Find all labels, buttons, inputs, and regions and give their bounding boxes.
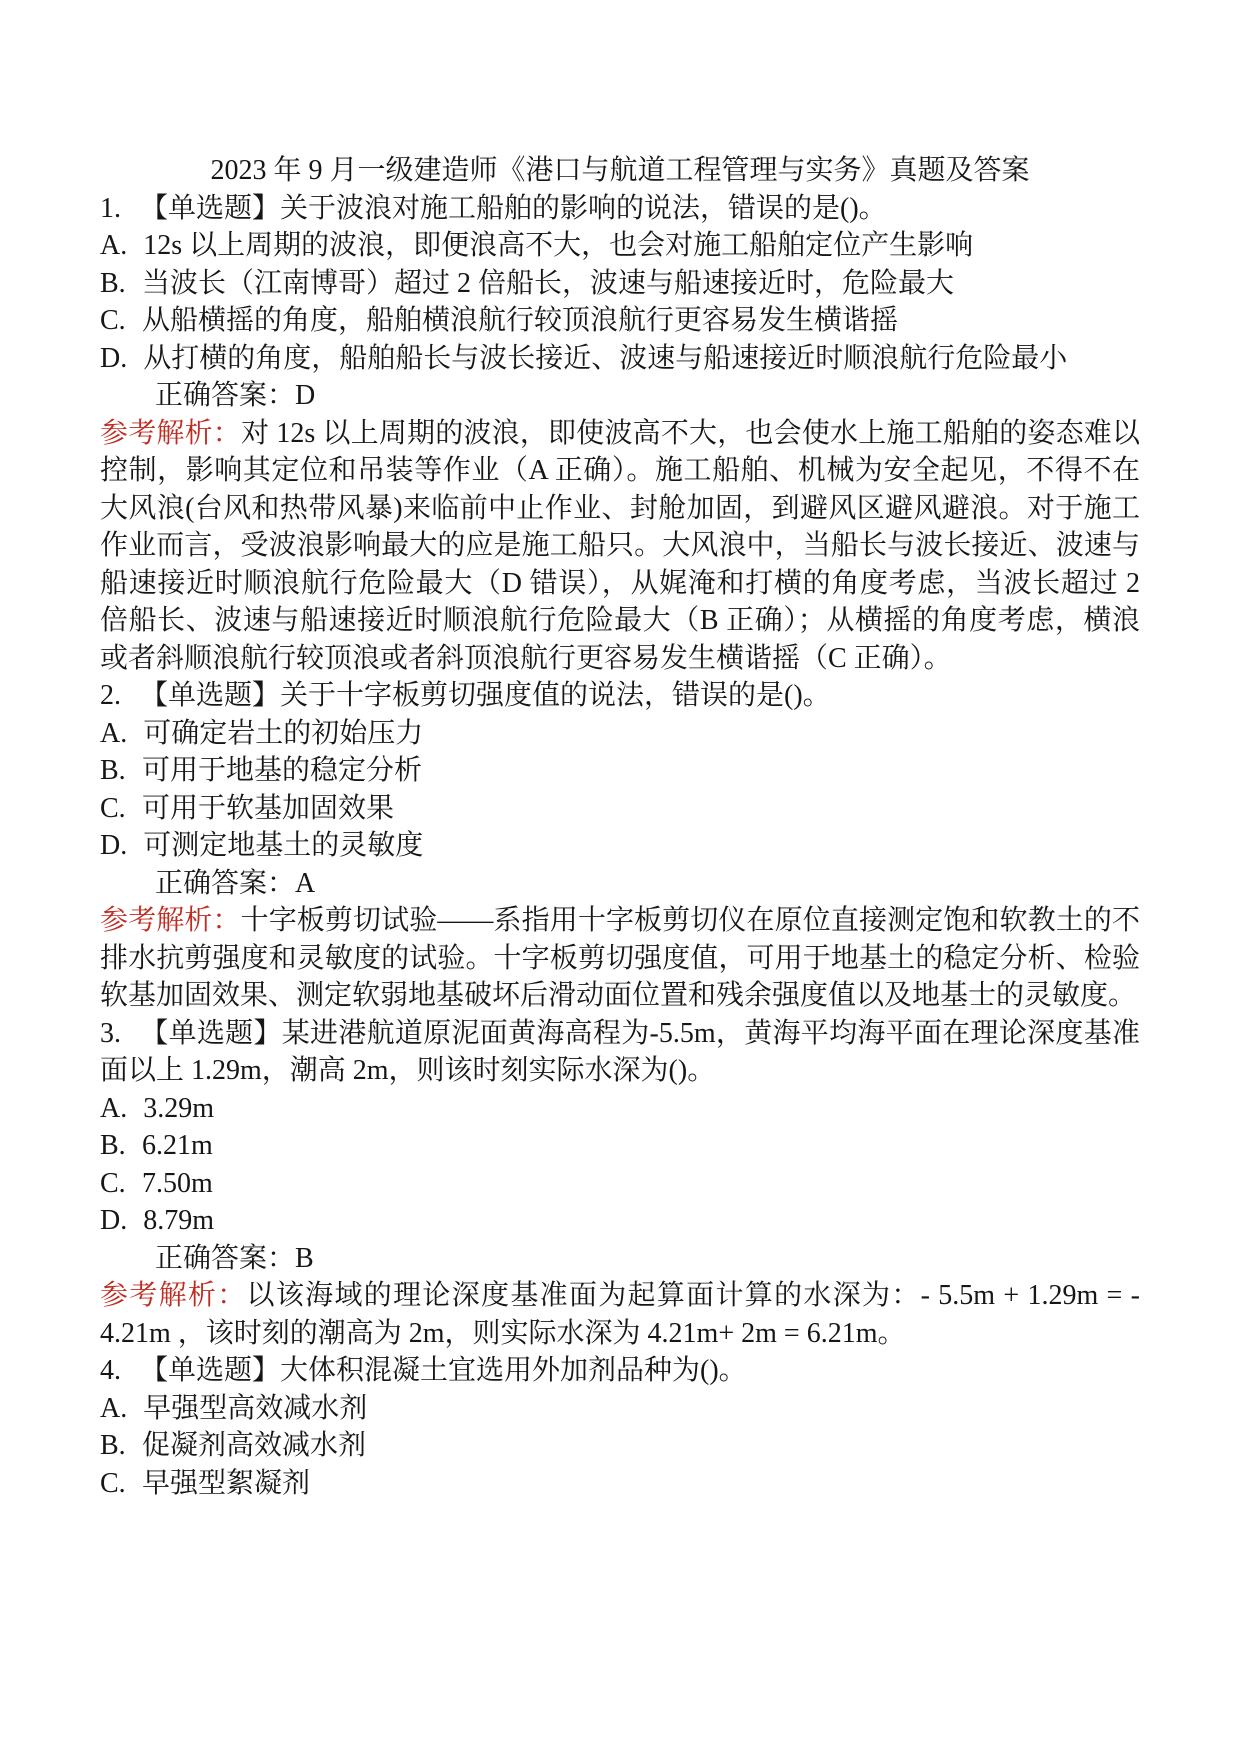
question-block-2 bbox=[100, 677, 1140, 1015]
answer-value: D bbox=[295, 380, 316, 411]
question-number: 3. bbox=[100, 1017, 121, 1049]
option-line bbox=[100, 1427, 1140, 1465]
option-label: C. bbox=[100, 305, 126, 336]
option-line bbox=[100, 752, 1140, 790]
analysis-text: 以该海域的理论深度基准面为起算面计算的水深为：- 5.5m + 1.29m = - 4.21m ，该时刻的潮高为 2m，则实际水深为 4.21m+ 2m = 6.21m。 bbox=[100, 1280, 1140, 1349]
question-number: 4. bbox=[100, 1355, 121, 1386]
option-line bbox=[100, 1202, 1140, 1240]
option-label: D. bbox=[100, 830, 128, 861]
option-label: A. bbox=[100, 230, 128, 261]
option-label: A. bbox=[100, 1392, 128, 1424]
option-label: A. bbox=[100, 1092, 128, 1124]
option-text: 早强型絮凝剂 bbox=[142, 1467, 311, 1499]
question-number: 1. bbox=[100, 192, 121, 224]
option-text: 可测定地基土的灵敏度 bbox=[143, 830, 424, 861]
option-label: B. bbox=[100, 1130, 126, 1161]
option-text: 早强型高效减水剂 bbox=[143, 1392, 368, 1424]
answer-label: 正确答案： bbox=[155, 1242, 296, 1274]
option-label: D. bbox=[100, 1205, 128, 1236]
option-line bbox=[100, 1390, 1140, 1428]
question-stem bbox=[100, 190, 1140, 228]
option-line bbox=[100, 1165, 1140, 1203]
option-text: 当波长（江南博哥）超过 2 倍船长，波速与船速接近时，危险最大 bbox=[142, 267, 955, 299]
option-line bbox=[100, 1090, 1140, 1128]
question-stem-text: 【单选题】关于十字板剪切强度值的说法，错误的是()。 bbox=[140, 680, 831, 711]
answer-label: 正确答案： bbox=[155, 380, 296, 411]
option-text: 从打横的角度，船舶船长与波长接近、波速与船速接近时顺浪航行危险最小 bbox=[143, 342, 1068, 374]
answer-value: A bbox=[295, 867, 316, 899]
analysis-label: 参考解析： bbox=[100, 905, 241, 936]
question-stem bbox=[100, 677, 1140, 715]
option-label: B. bbox=[100, 1430, 126, 1461]
answer-line bbox=[100, 865, 1140, 903]
question-block-1 bbox=[100, 190, 1140, 678]
option-line bbox=[100, 827, 1140, 865]
option-label: A. bbox=[100, 717, 128, 749]
question-block-3 bbox=[100, 1015, 1140, 1353]
answer-value: B bbox=[295, 1242, 314, 1274]
option-text: 促凝剂高效减水剂 bbox=[142, 1430, 367, 1461]
option-text: 从船横摇的角度，船舶横浪航行较顶浪航行更容易发生横谐摇 bbox=[142, 305, 899, 336]
option-label: B. bbox=[100, 267, 126, 299]
option-line bbox=[100, 302, 1140, 340]
analysis-text: 对 12s 以上周期的波浪，即使波高不大，也会使水上施工船舶的姿态难以控制，影响其定位和吊装等作业（A 正确）。施工船舶、机械为安全起见，不得不在大风浪(台风和热带风暴)来临前中止作业、封舱加固，到避风区避风避浪。对于施工作业而言，受波浪影响最大的应是施工船只。大风浪中，当船长与波长接近、波速与船速接近时顺浪航行危险最大（D 错误），从娓淹和打横的角度考虑，当波长超过 2 倍船长、波速与船速接近时顺浪航行危险最大（B 正确）；从横摇的角度考虑，横浪或者斜顺浪航行较顶浪或者斜顶浪航行更容易发生横谐摇（C 正确）。 bbox=[100, 417, 1140, 674]
option-line bbox=[100, 790, 1140, 828]
option-text: 7.50m bbox=[142, 1167, 213, 1199]
option-label: C. bbox=[100, 1167, 126, 1199]
question-stem-text: 【单选题】某进港航道原泥面黄海高程为-5.5m，黄海平均海平面在理论深度基准面以上 1.29m，潮高 2m，则该时刻实际水深为()。 bbox=[100, 1017, 1140, 1086]
answer-line bbox=[100, 1240, 1140, 1278]
question-number: 2. bbox=[100, 680, 121, 711]
option-line bbox=[100, 1465, 1140, 1503]
document-title: 2023 年 9 月一级建造师《港口与航道工程管理与实务》真题及答案 bbox=[210, 155, 1030, 186]
option-line bbox=[100, 1127, 1140, 1165]
option-label: D. bbox=[100, 342, 128, 374]
question-block-4 bbox=[100, 1352, 1140, 1502]
analysis-paragraph bbox=[100, 1277, 1140, 1352]
option-line bbox=[100, 227, 1140, 265]
analysis-label: 参考解析： bbox=[100, 417, 241, 449]
option-text: 8.79m bbox=[143, 1205, 215, 1236]
question-stem bbox=[100, 1015, 1140, 1090]
option-label: C. bbox=[100, 1467, 126, 1499]
answer-label: 正确答案： bbox=[155, 867, 296, 899]
option-label: B. bbox=[100, 755, 126, 786]
option-text: 3.29m bbox=[143, 1092, 215, 1124]
option-line bbox=[100, 340, 1140, 378]
option-text: 可确定岩土的初始压力 bbox=[143, 717, 424, 749]
option-text: 可用于软基加固效果 bbox=[142, 792, 395, 824]
option-line bbox=[100, 265, 1140, 303]
analysis-text: 十字板剪切试验——系指用十字板剪切仪在原位直接测定饱和软教土的不排水抗剪强度和灵敏度的试验。十字板剪切强度值，可用于地基土的稳定分析、检验软基加固效果、测定软弱地基破坏后滑动面位置和残余强度值以及地基士的灵敏度。 bbox=[100, 905, 1140, 1011]
question-stem bbox=[100, 1352, 1140, 1390]
option-text: 可用于地基的稳定分析 bbox=[142, 755, 423, 786]
question-stem-text: 【单选题】大体积混凝土宜选用外加剂品种为()。 bbox=[140, 1355, 747, 1386]
analysis-paragraph bbox=[100, 902, 1140, 1015]
option-label: C. bbox=[100, 792, 126, 824]
analysis-paragraph bbox=[100, 415, 1140, 678]
question-stem-text: 【单选题】关于波浪对施工船舶的影响的说法，错误的是()。 bbox=[140, 192, 887, 224]
analysis-label: 参考解析： bbox=[100, 1280, 247, 1311]
option-text: 12s 以上周期的波浪，即便浪高不大，也会对施工船舶定位产生影响 bbox=[143, 230, 974, 261]
answer-line bbox=[100, 377, 1140, 415]
option-text: 6.21m bbox=[142, 1130, 213, 1161]
option-line bbox=[100, 715, 1140, 753]
